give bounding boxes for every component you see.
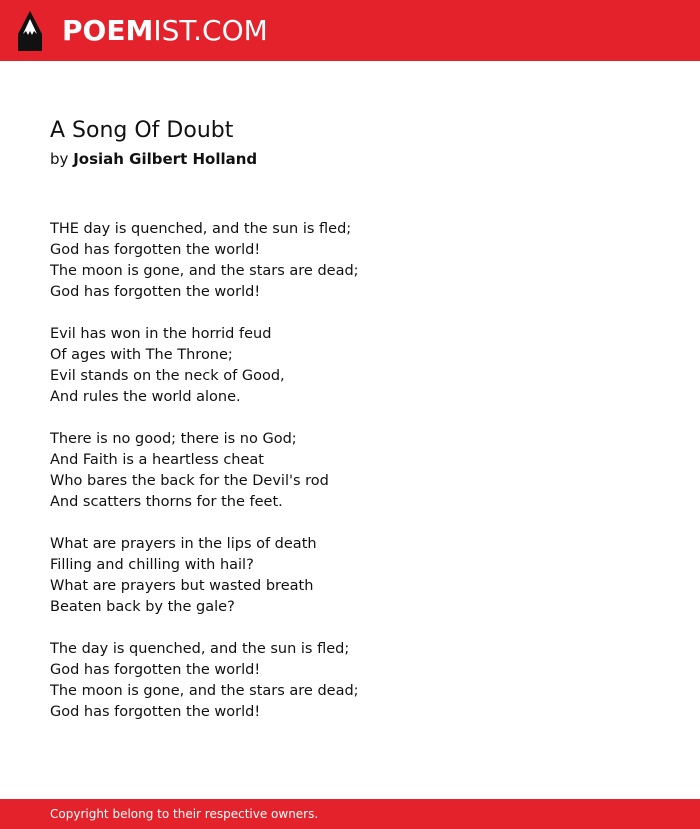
- poem-line: And rules the world alone.: [50, 389, 241, 405]
- poem-line: Filling and chilling with hail?: [50, 557, 254, 573]
- site-logo[interactable]: [62, 14, 268, 48]
- by-label: by: [50, 150, 69, 168]
- stanza: [50, 219, 650, 303]
- author-name: Josiah Gilbert Holland: [73, 150, 258, 168]
- poem-line: What are prayers in the lips of death: [50, 536, 317, 552]
- poem-line: THE day is quenched, and the sun is fled;: [50, 221, 352, 237]
- stanza: [50, 534, 650, 618]
- poem-line: Of ages with The Throne;: [50, 347, 233, 363]
- poem-line: Evil stands on the neck of Good,: [50, 368, 285, 384]
- poem-line: There is no good; there is no God;: [50, 431, 297, 447]
- poem-line: What are prayers but wasted breath: [50, 578, 314, 594]
- pencil-tip-icon[interactable]: [17, 10, 43, 52]
- poem-line: God has forgotten the world!: [50, 704, 261, 720]
- poem-line: The moon is gone, and the stars are dead;: [50, 263, 359, 279]
- poem-line: The day is quenched, and the sun is fled;: [50, 641, 350, 657]
- poem-line: The moon is gone, and the stars are dead;: [50, 683, 359, 699]
- poem-line: Evil has won in the horrid feud: [50, 326, 272, 342]
- logo-text-bold: POEM: [62, 14, 154, 47]
- poem-line: God has forgotten the world!: [50, 284, 261, 300]
- site-footer: [0, 799, 700, 829]
- poem-title: A Song Of Doubt: [50, 118, 234, 143]
- poem-line: And Faith is a heartless cheat: [50, 452, 264, 468]
- poem-line: God has forgotten the world!: [50, 662, 261, 678]
- stanza: [50, 639, 650, 723]
- copyright-notice: Copyright belong to their respective owners.: [50, 807, 319, 821]
- poem-line: God has forgotten the world!: [50, 242, 261, 258]
- poem-body: [50, 219, 650, 744]
- byline: [50, 149, 257, 169]
- stanza: [50, 429, 650, 513]
- poem-line: Who bares the back for the Devil's rod: [50, 473, 329, 489]
- poem-line: And scatters thorns for the feet.: [50, 494, 283, 510]
- site-header: [0, 0, 700, 61]
- stanza: [50, 324, 650, 408]
- logo-text-light: IST.COM: [153, 14, 268, 47]
- poem-line: Beaten back by the gale?: [50, 599, 235, 615]
